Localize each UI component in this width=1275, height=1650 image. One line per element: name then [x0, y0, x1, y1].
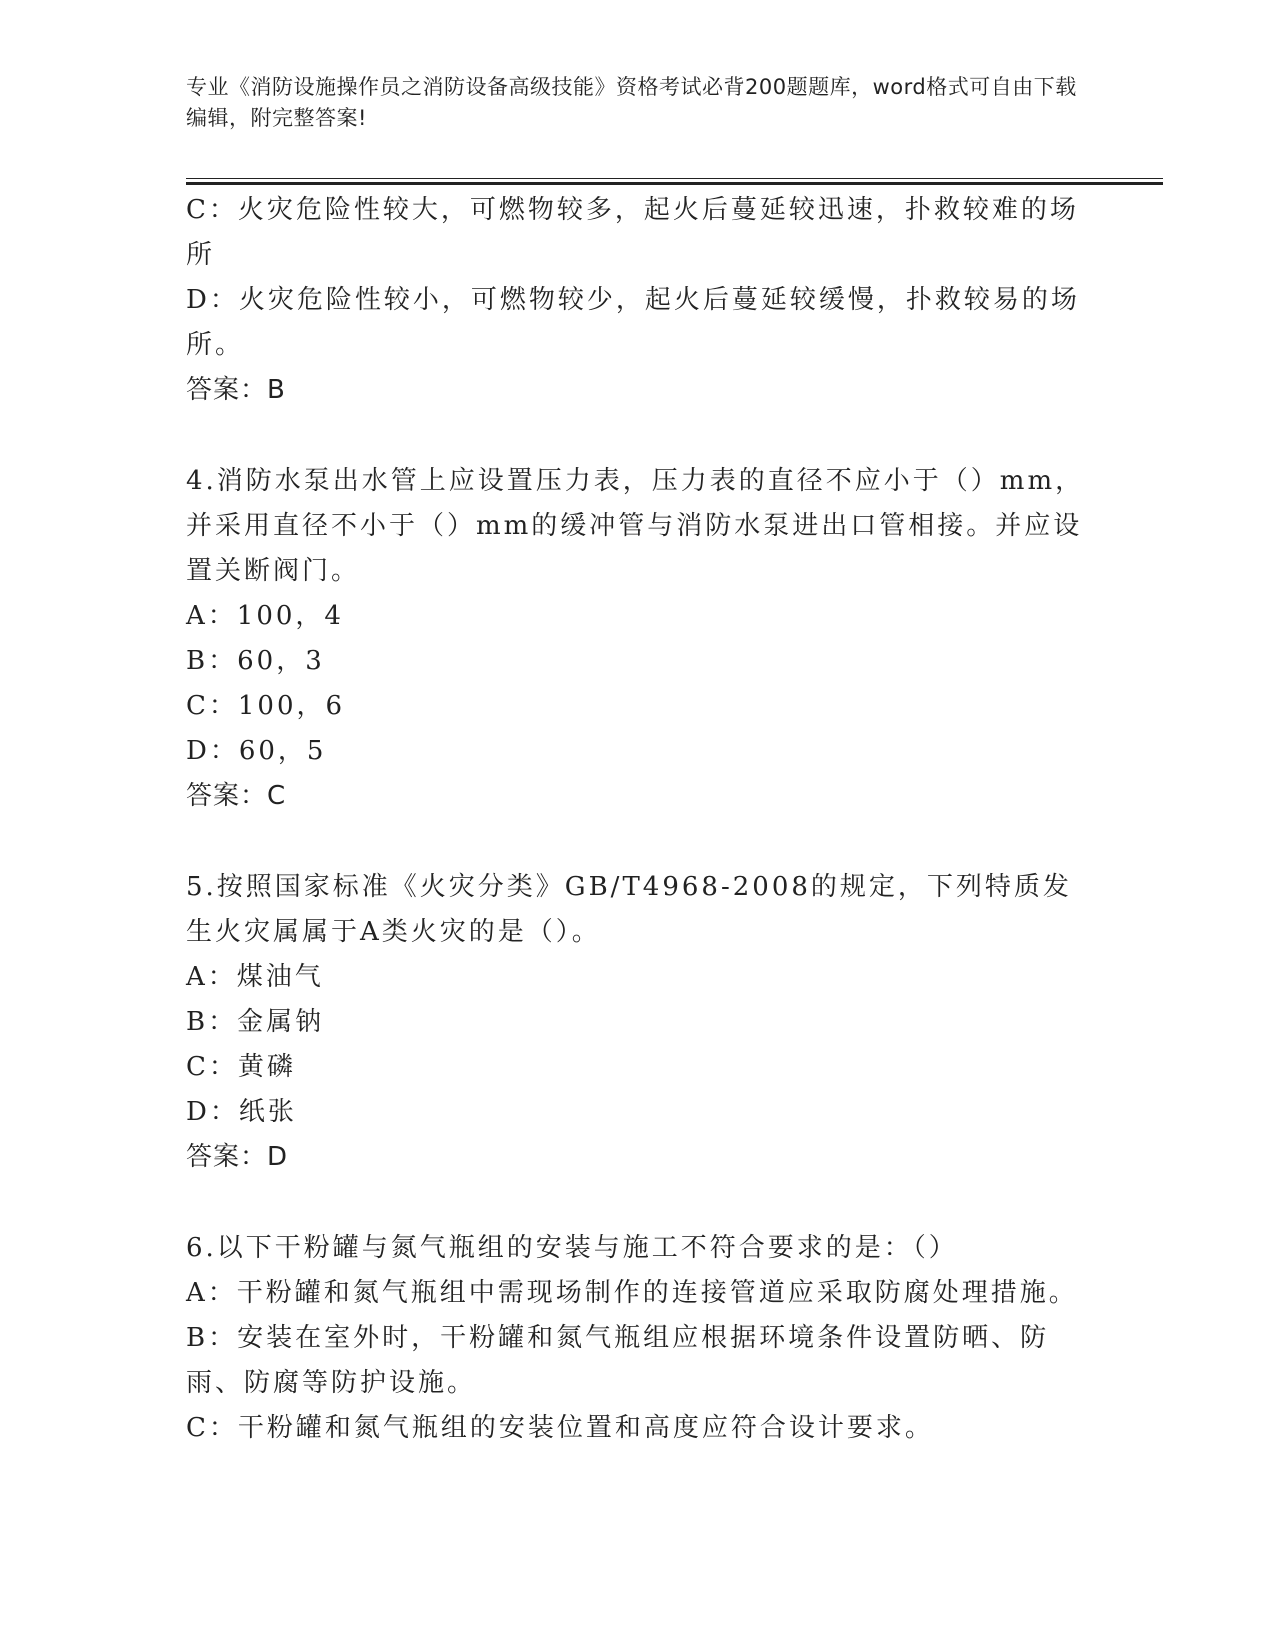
- option-d: D：火灾危险性较小，可燃物较少，起火后蔓延较缓慢，扑救较易的场所。: [186, 285, 1080, 360]
- question-5: [186, 865, 1086, 1180]
- document-header: [186, 72, 1086, 134]
- option-d: D：60，5: [186, 736, 327, 766]
- option-c: C：100，6: [186, 691, 346, 721]
- option-c: C：干粉罐和氮气瓶组的安装位置和高度应符合设计要求。: [186, 1413, 934, 1443]
- document-title: 专业《消防设施操作员之消防设备高级技能》资格考试必背200题题库，word格式可自由下载编辑，附完整答案!: [186, 75, 1077, 130]
- header-divider-thin: [186, 178, 1163, 179]
- option-a: A：干粉罐和氮气瓶组中需现场制作的连接管道应采取防腐处理措施。: [186, 1278, 1078, 1308]
- spacer: [186, 1180, 1086, 1226]
- answer: 答案：C: [186, 781, 287, 811]
- question-stem: 6.以下干粉罐与氮气瓶组的安装与施工不符合要求的是：（）: [186, 1233, 958, 1263]
- question-stem: 5.按照国家标准《火灾分类》GB/T4968-2008的规定，下列特质发生火灾属属于A类火灾的是（）。: [186, 872, 1072, 947]
- document-body: [186, 188, 1086, 1451]
- header-divider-thick: [186, 182, 1163, 185]
- option-a: A：100，4: [186, 601, 344, 631]
- spacer: [186, 819, 1086, 865]
- header-divider: [186, 178, 1163, 185]
- option-c: C：黄磷: [186, 1052, 296, 1082]
- question-3-continued: [186, 188, 1086, 413]
- option-d: D：纸张: [186, 1097, 297, 1127]
- question-6: [186, 1226, 1086, 1451]
- spacer: [186, 413, 1086, 459]
- answer: 答案：B: [186, 375, 286, 405]
- question-4: [186, 459, 1086, 819]
- option-b: B：金属钠: [186, 1007, 325, 1037]
- option-b: B：安装在室外时，干粉罐和氮气瓶组应根据环境条件设置防晒、防雨、防腐等防护设施。: [186, 1323, 1050, 1398]
- option-a: A：煤油气: [186, 962, 324, 992]
- option-c: C：火灾危险性较大，可燃物较多，起火后蔓延较迅速，扑救较难的场所: [186, 195, 1079, 270]
- option-b: B：60，3: [186, 646, 325, 676]
- question-stem: 4.消防水泵出水管上应设置压力表，压力表的直径不应小于（）mm，并采用直径不小于（）mm的缓冲管与消防水泵进出口管相接。并应设置关断阀门。: [186, 466, 1085, 586]
- answer: 答案：D: [186, 1142, 289, 1172]
